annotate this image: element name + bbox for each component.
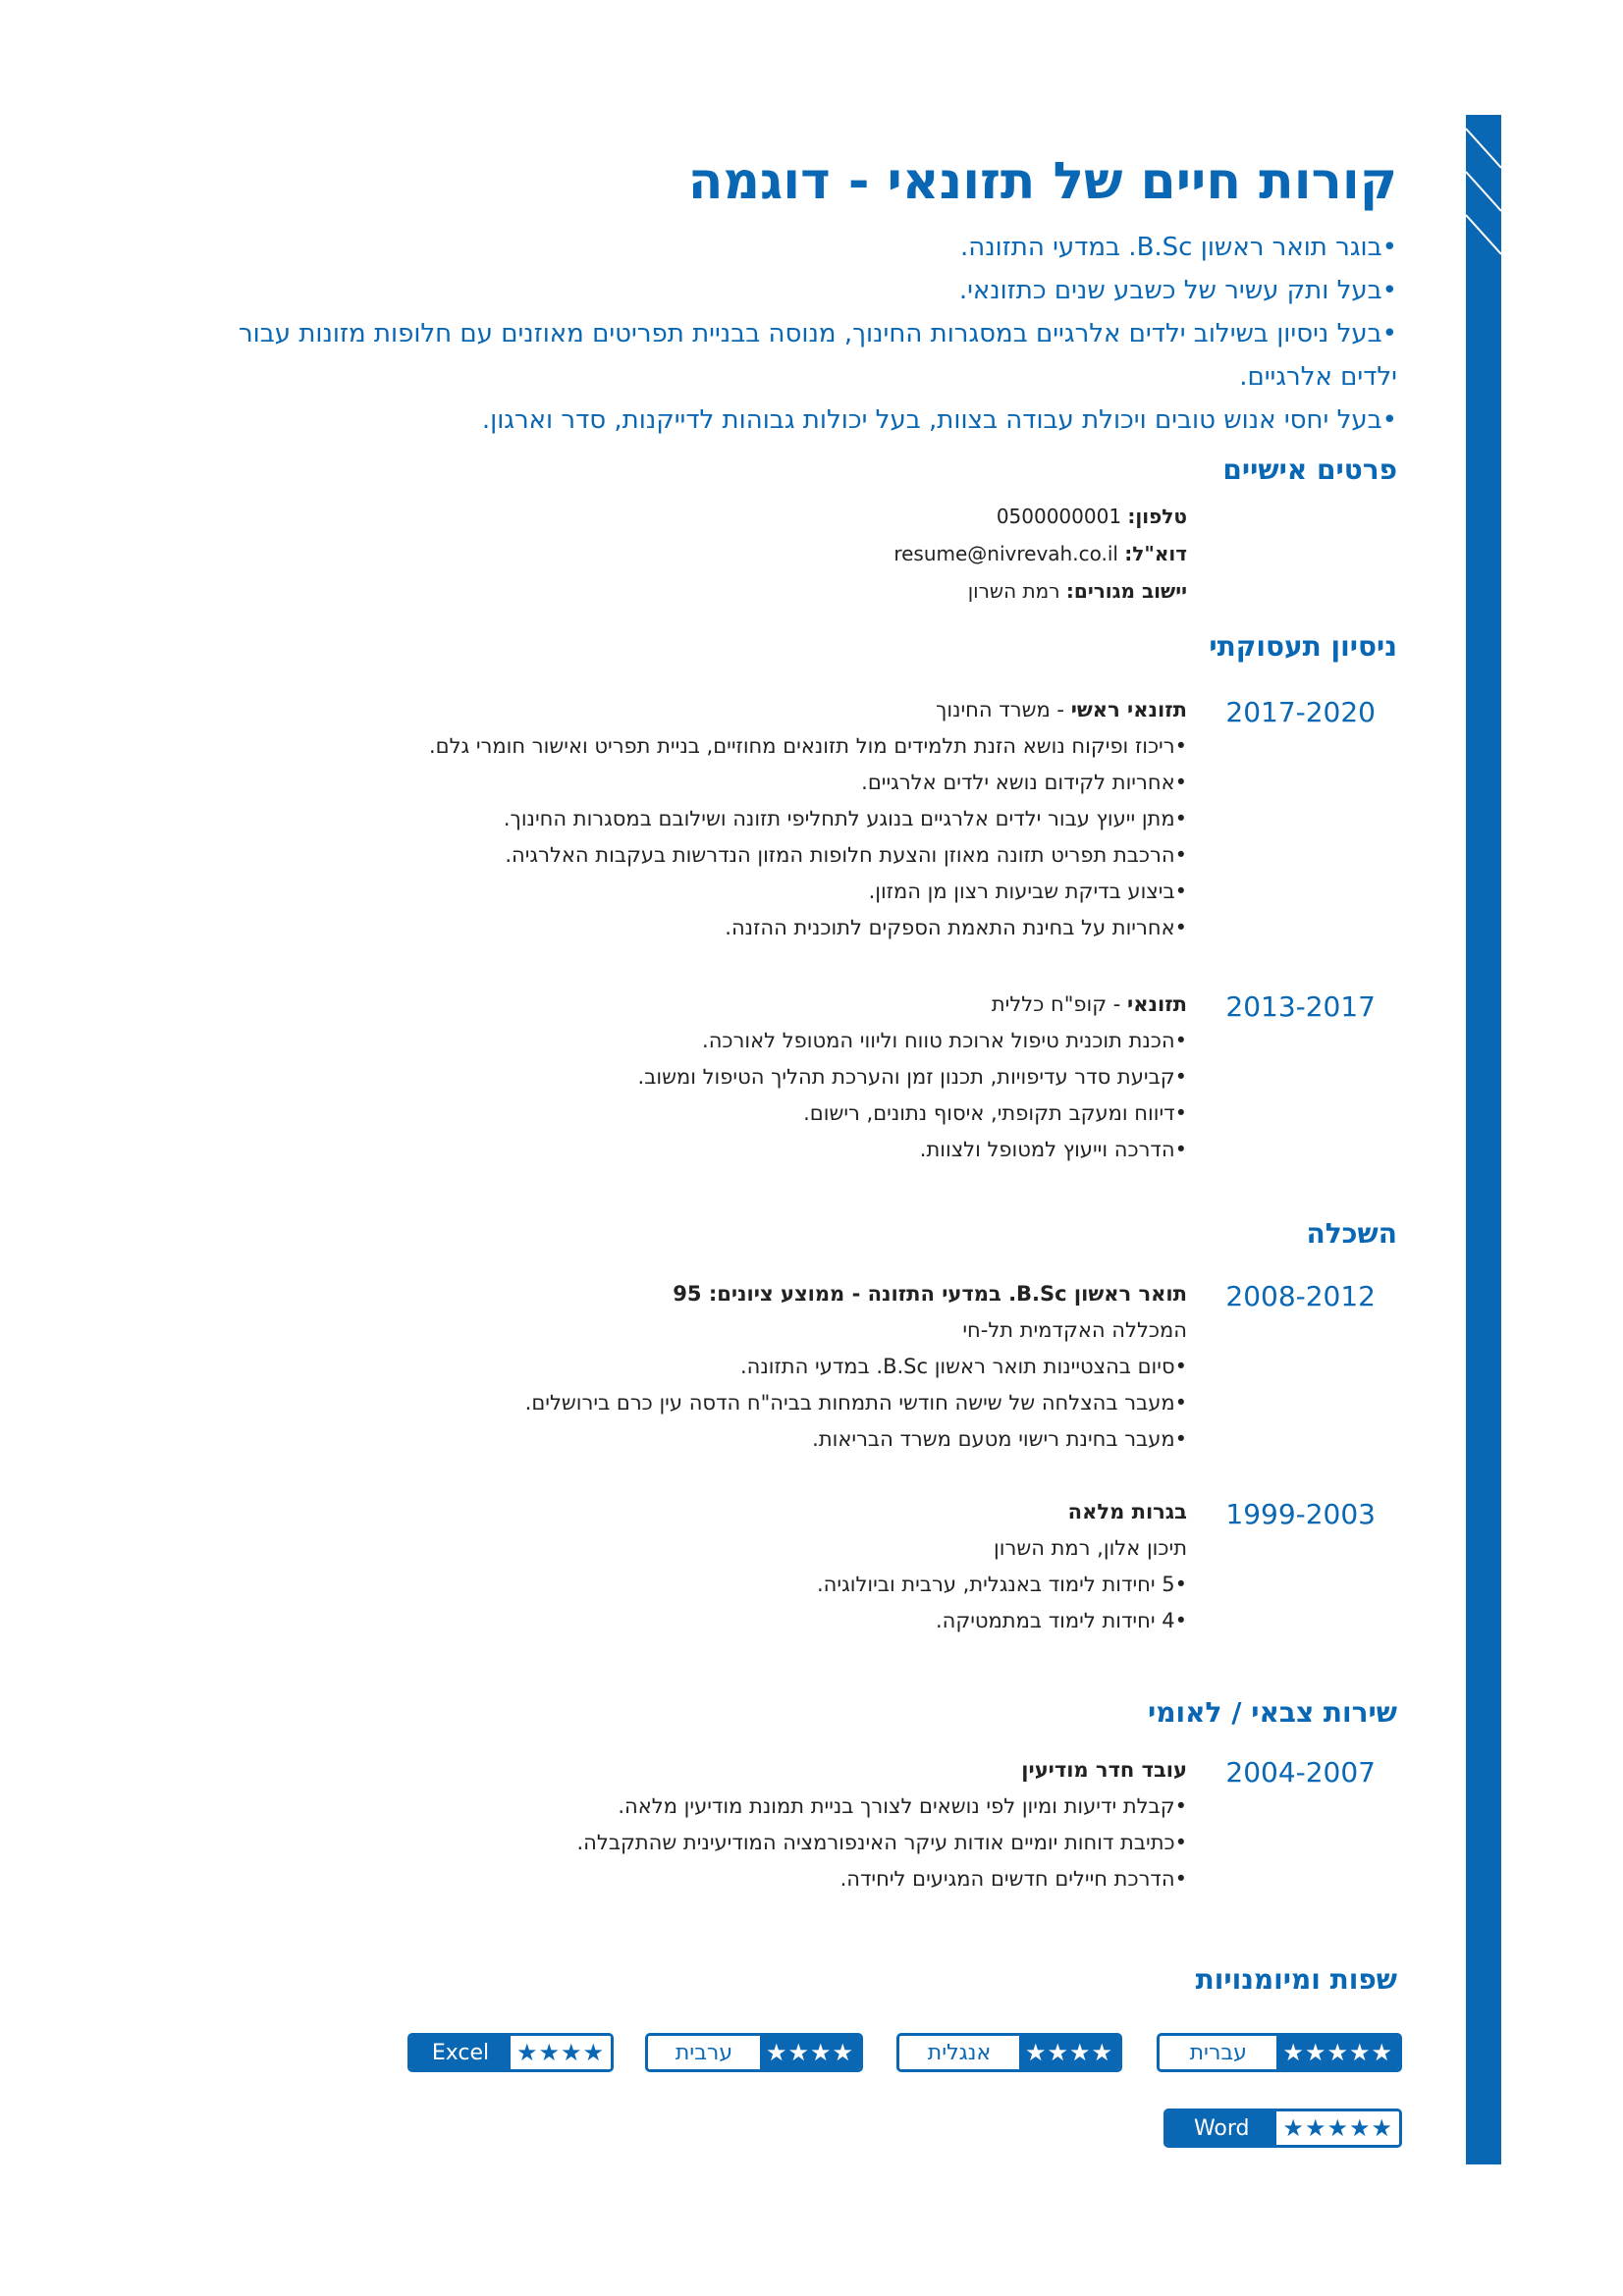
service-body [244,1752,1187,1897]
list-item: •ריכוז ופיקוח נושא הזנת תלמידים מול תזונאים מחוזיים, בניית תפריט ואישור חומרי גלם. [428,734,1187,758]
service-head [244,1752,1187,1789]
employer: - משרד החינוך [936,698,1071,721]
experience-head [244,692,1187,728]
section-experience-heading: ניסיון תעסוקתי [1209,630,1397,663]
star-rating-icon: ★★★★★ [1276,2036,1399,2069]
skill-badge-hebrew [1157,2033,1402,2072]
summary-item: •בעל יחסי אנוש טובים ויכולת עבודה בצוות, בעל יכולות גבוהות לדייקנות, סדר וארגון. [481,405,1397,435]
list-item: •מעבר בהצלחה של שישה חודשי התמחות בביה"ח הדסה עין כרם בירושלים. [524,1391,1187,1415]
skill-badge-word [1163,2109,1402,2148]
experience-body [244,987,1187,1168]
skill-label: עברית [1189,2040,1247,2065]
section-personal-heading: פרטים אישיים [1222,454,1397,486]
list-item: •מתן ייעוץ עבור ילדים אלרגיים בנוגע לתחליפי תזונה ושילובם במסגרות החינוך. [503,807,1187,830]
phone-label: טלפון: [1127,505,1187,528]
role-title: תזונאי ראשי [1070,698,1187,721]
section-education-heading: השכלה [1306,1217,1397,1250]
skill-label: Excel [410,2036,511,2069]
star-rating-icon: ★★★★ [760,2036,860,2069]
email-row [696,535,1187,572]
summary-item: •בעל ותק עשיר של כשבע שנים כתזונאי. [958,276,1397,305]
list-item: •ביצוע בדיקת שביעות רצון מן המזון. [868,880,1187,903]
list-item: •סיום בהצטיינות תואר ראשון B.Sc. במדעי התזונה. [740,1355,1187,1378]
skill-label: ערבית [675,2040,733,2065]
skill-badge-excel [407,2033,614,2072]
section-skills-heading: שפות ומיומנויות [1195,1963,1397,1996]
summary-item: •בעל ניסיון בשילוב ילדים אלרגיים במסגרות החינוך, מנוסה בבניית תפריטים מאוזנים עם חלופות מזונות עבור ילדים אלרגיים. [238,319,1397,392]
education-years: 2008-2012 [1225,1280,1376,1312]
star-rating-icon: ★★★★★ [1276,2111,1399,2145]
side-accent-bar [1466,115,1501,2164]
education-bullets [244,1567,1187,1639]
personal-details [696,498,1187,610]
experience-bullets [244,1023,1187,1168]
skill-badge-english [896,2033,1122,2072]
list-item: •הדרכה וייעוץ למטופל ולצוות. [919,1138,1187,1161]
skill-badge-arabic [645,2033,863,2072]
list-item: •5 יחידות לימוד באנגלית, ערבית וביולוגיה. [817,1573,1187,1596]
experience-body [244,692,1187,946]
experience-head [244,987,1187,1023]
summary-item: •בוגר תואר ראשון B.Sc. במדעי התזונה. [959,233,1397,262]
phone-row [696,498,1187,535]
email-value: resume@nivrevah.co.il [893,542,1118,565]
email-label: דוא"ל: [1124,542,1187,565]
education-head [244,1494,1187,1530]
list-item: •כתיבת דוחות יומיים אודות עיקר האינפורמציה המודיעינית שהתקבלה. [576,1831,1187,1854]
degree-title: בגרות מלאה [1067,1500,1187,1523]
education-body [244,1494,1187,1639]
city-value: רמת השרון [967,579,1060,603]
star-rating-icon: ★★★★ [511,2036,611,2069]
education-years: 1999-2003 [1225,1498,1376,1530]
experience-years: 2017-2020 [1225,696,1376,728]
service-role: עובד חדר מודיעין [1021,1758,1187,1782]
list-item: •דיווח ומעקב תקופתי, איסוף נתונים, רישום. [803,1101,1187,1125]
list-item: •קבלת ידיעות ומיון לפי נושאים לצורך בניית תמונת מודיעין מלאה. [618,1794,1187,1818]
city-label: יישוב מגורים: [1065,579,1187,603]
education-body [244,1276,1187,1458]
summary-list [239,226,1397,442]
service-bullets [244,1789,1187,1897]
list-item: •4 יחידות לימוד במתמטיקה. [935,1609,1187,1632]
role-title: תזונאי [1127,992,1187,1016]
list-item: •אחריות לקידום נושא ילדים אלרגיים. [861,771,1187,794]
star-rating-icon: ★★★★ [1019,2036,1119,2069]
list-item: •אחריות על בחינת התאמת הספקים לתוכנית ההזנה. [725,916,1187,939]
institution: המכללה האקדמית תל-חי [962,1318,1187,1342]
page-title: קורות חיים של תזונאי - דוגמה [687,152,1397,211]
service-years: 2004-2007 [1225,1756,1376,1789]
list-item: •הכנת תוכנית טיפול ארוכת טווח וליווי המטופל לאורכה. [702,1029,1187,1052]
experience-years: 2013-2017 [1225,990,1376,1023]
city-row [696,572,1187,610]
list-item: •קביעת סדר עדיפויות, תכנון זמן והערכת תהליך הטיפול ומשוב. [637,1065,1187,1089]
degree-title: תואר ראשון B.Sc. במדעי התזונה - ממוצע ציונים: 95 [673,1282,1187,1306]
education-head [244,1276,1187,1312]
section-service-heading: שירות צבאי / לאומי [1148,1696,1397,1729]
education-bullets [244,1349,1187,1458]
skill-label: Word [1166,2111,1276,2145]
institution: תיכון אלון, רמת השרון [994,1536,1187,1560]
list-item: •הרכבת תפריט תזונה מאוזן והצעת חלופות המזון הנדרשות בעקבות האלרגיה. [505,843,1187,867]
list-item: •הדרכת חיילים חדשים המגיעים ליחידה. [839,1867,1187,1891]
skill-label: אנגלית [927,2040,992,2065]
employer: - קופ"ח כללית [991,992,1128,1016]
list-item: •מעבר בחינת רישוי מטעם משרד הבריאות. [812,1427,1187,1451]
phone-value: 0500000001 [996,505,1122,528]
experience-bullets [244,728,1187,946]
stripe-decoration [1466,115,1501,262]
